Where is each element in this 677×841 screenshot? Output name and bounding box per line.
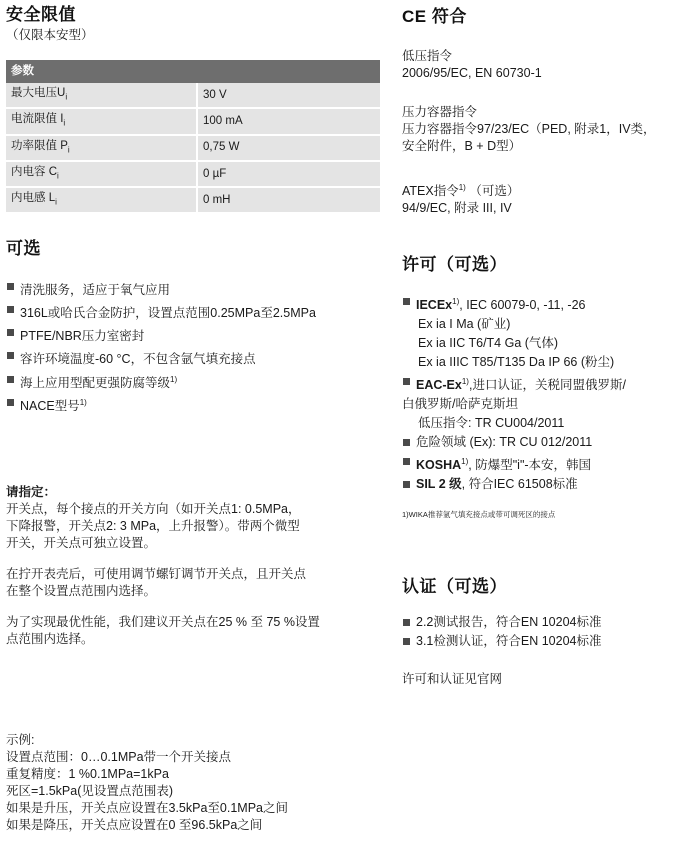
list-item: 危险领域 (Ex): TR CU 012/2011	[402, 433, 674, 452]
atex-value: 94/9/EC, 附录 III, IV	[402, 201, 512, 216]
list-item: 容许环境温度-60 °C，不包含氩气填充接点	[6, 346, 386, 369]
pressure-title: 压力容器指令	[402, 105, 478, 119]
table-row	[6, 83, 380, 108]
param-sub: i	[55, 197, 57, 207]
safety-title: 安全限值	[6, 5, 76, 24]
example-section	[6, 732, 386, 834]
list-item: PTFE/NBR压力室密封	[6, 323, 386, 346]
param-label: 电流限值 I	[11, 113, 64, 126]
specify-p1-l1: 开关点，每个接点的开关方向（如开关点1: 0.5MPa，	[6, 502, 301, 516]
list-item-cont: 白俄罗斯/哈萨克斯坦	[402, 397, 518, 412]
certs-list	[402, 613, 674, 651]
specify-section	[6, 484, 386, 648]
example-line: 重复精度：1 %0.1MPa=1kPa	[6, 767, 169, 781]
specify-p1-l3: 开关，开关点可独立设置。	[6, 536, 157, 550]
table-row	[6, 161, 380, 187]
specify-p2-l2: 在整个设置点范围内选择。	[6, 584, 157, 598]
safety-table	[6, 60, 380, 214]
example-line: 如果是降压，开关点应设置在0 至96.5kPa之间	[6, 818, 263, 832]
certs-title: 认证（可选）	[402, 577, 507, 596]
certs-note: 许可和认证见官网	[402, 672, 503, 686]
ce-title: CE 符合	[402, 7, 467, 26]
ce-atex	[402, 179, 674, 217]
example-line: 设置点范围：0…0.1MPa带一个开关接点	[6, 750, 232, 764]
specify-p3-l1: 为了实现最优性能，我们建议开关点在25 % 至 75 %设置	[6, 615, 320, 629]
param-sub: i	[57, 171, 59, 181]
table-row	[6, 187, 380, 213]
approvals-title: 许可（可选）	[402, 255, 507, 274]
param-sub: i	[65, 92, 68, 102]
param-value: 0 µF	[197, 161, 380, 187]
atex-optional: （可选）	[469, 184, 520, 199]
specify-title: 请指定：	[6, 485, 57, 499]
approvals-list	[402, 292, 674, 494]
list-item: 清洗服务，适应于氧气应用	[6, 277, 386, 300]
param-value: 0 mH	[197, 187, 380, 213]
param-label: 最大电压U	[11, 87, 66, 99]
table-header: 参数	[6, 60, 380, 83]
list-item: IECEx$^{1)}$, IEC 60079-0, -11, -26 Ex ia I Ma (矿业) Ex ia IIC T6/T4 Ga (气体) Ex ia IIIC T85/T135 Da IP 66 (粉尘)	[402, 292, 674, 372]
approvals-footnote: 1)WIKA推荐氩气填充接点或带可调死区的接点	[402, 510, 556, 519]
atex-sup: 1)	[458, 183, 466, 192]
param-value: 30 V	[197, 83, 380, 108]
specify-p3-l2: 点范围内选择。	[6, 632, 94, 646]
list-item: 316L或哈氏合金防护，设置点范围0.25MPa至2.5MPa	[6, 300, 386, 323]
param-label: 内电容 C	[11, 165, 57, 178]
low-voltage-value: 2006/95/EC, EN 60730-1	[402, 66, 542, 80]
list-item: KOSHA$^{1)}$, 防爆型"i"-本安，韩国	[402, 452, 674, 475]
table-row	[6, 108, 380, 134]
options-list	[6, 277, 386, 416]
param-label: 内电感 L	[11, 192, 56, 205]
low-voltage-title: 低压指令	[402, 49, 453, 63]
example-line: 死区=1.5kPa(见设置点范围表)	[6, 784, 174, 798]
list-item: NACE型号$^{1)}$	[6, 393, 386, 416]
pressure-line: 压力容器指令97/23/EC（PED, 附录1，IV类，	[402, 122, 656, 136]
specify-p2-l1: 在拧开表壳后，可使用调节螺钉调节开关点，且开关点	[6, 567, 307, 581]
list-item-cont: 低压指令: TR CU004/2011	[418, 416, 565, 431]
pressure-line: 安全附件，B + D型）	[402, 139, 522, 153]
list-item: 3.1检测认证，符合EN 10204标准	[402, 632, 674, 651]
options-title: 可选	[6, 239, 41, 258]
list-item: EAC-Ex$^{1)}$,进口认证，关税同盟俄罗斯/	[402, 372, 674, 395]
table-row	[6, 135, 380, 161]
param-label: 功率限值 P	[11, 139, 68, 152]
ce-low-voltage	[402, 48, 674, 82]
param-sub: i	[67, 144, 70, 154]
list-item: 2.2测试报告，符合EN 10204标准	[402, 613, 674, 632]
param-value: 100 mA	[197, 108, 380, 134]
list-item: SIL 2 级, 符合IEC 61508标准	[402, 475, 674, 494]
param-sub: i	[63, 118, 66, 128]
list-item: 海上应用型配更强防腐等级$^{1)}$	[6, 370, 386, 393]
specify-p1-l2: 下降报警，开关点2: 3 MPa，上升报警）。带两个微型	[6, 519, 300, 533]
ce-pressure	[402, 104, 677, 155]
example-line: 如果是升压，开关点应设置在3.5kPa至0.1MPa之间	[6, 801, 288, 815]
example-title: 示例:	[6, 733, 35, 747]
atex-title: ATEX指令	[402, 184, 459, 199]
safety-subtitle: （仅限本安型）	[6, 28, 94, 42]
param-value: 0,75 W	[197, 135, 380, 161]
